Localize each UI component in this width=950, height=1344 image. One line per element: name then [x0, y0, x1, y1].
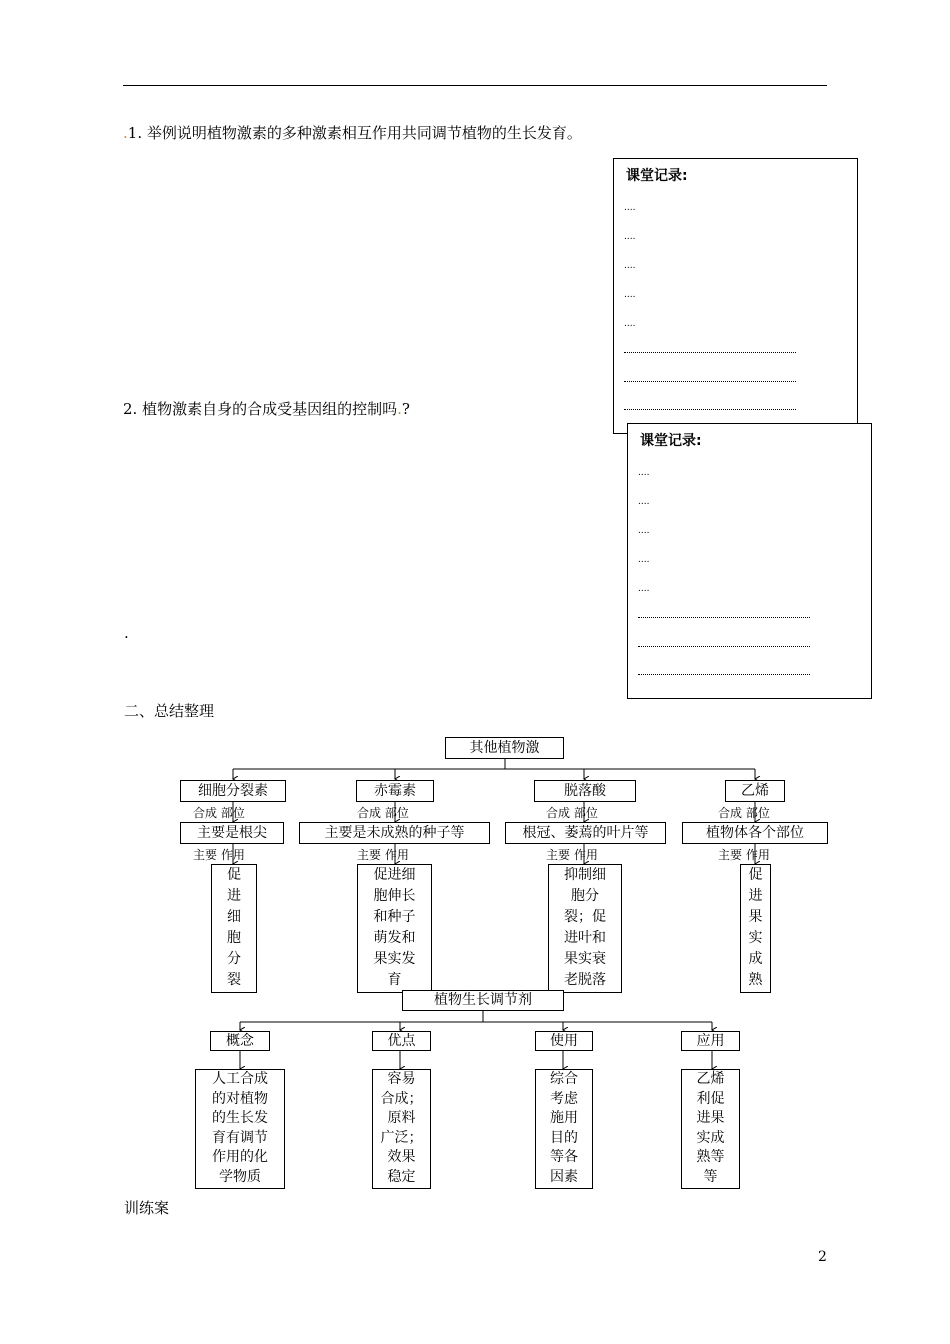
page-number: 2 [818, 1249, 827, 1265]
note-dots: .... [624, 232, 636, 242]
aspect-detail [535, 1069, 593, 1189]
note-dots: .... [624, 203, 636, 213]
function-line: 促 [227, 867, 241, 883]
diagram-root: 其他植物激 [445, 737, 564, 759]
hormone-function [740, 864, 771, 993]
notes-title-1: 课堂记录: [626, 168, 688, 184]
detail-line: 实成 [696, 1129, 725, 1146]
function-label: 主要 作用 [718, 848, 770, 862]
detail-line: 的生长发 [212, 1110, 268, 1126]
note-dots: .... [624, 290, 636, 300]
note-dots: .... [638, 497, 650, 507]
q2-text: 2. 植物激素自身的合成受基因组的控制吗 [123, 400, 398, 418]
detail-line: 的对植物 [212, 1090, 268, 1107]
detail-line: 等各 [550, 1149, 578, 1165]
detail-line: 广泛； [380, 1129, 423, 1146]
note-dots: .... [624, 261, 636, 271]
section-heading: 二、总结整理 [124, 702, 215, 720]
function-line: 胞分 [571, 888, 599, 904]
site-label: 合成 部位 [193, 806, 245, 820]
aspect-name: 使用 [535, 1031, 593, 1051]
site-label: 合成 部位 [546, 806, 598, 820]
detail-line: 育有调节 [212, 1129, 268, 1146]
detail-line: 效果 [387, 1149, 416, 1165]
function-line: 实 [748, 930, 763, 946]
function-line: 胞伸长 [373, 888, 416, 904]
aspect-name: 应用 [681, 1031, 740, 1051]
aspect-detail [681, 1069, 740, 1189]
note-dots: .... [624, 319, 636, 329]
hormone-name: 脱落酸 [534, 780, 636, 802]
aspect-name: 优点 [372, 1031, 431, 1051]
function-line: 分 [227, 951, 241, 967]
detail-line: 考虑 [550, 1090, 578, 1107]
q1-marker: . [123, 124, 128, 142]
detail-line: 人工合成 [212, 1071, 268, 1087]
note-dots: .... [638, 526, 650, 536]
function-line: 促 [748, 867, 763, 883]
detail-line: 原料 [387, 1110, 416, 1126]
function-line: 果实衰 [564, 951, 606, 967]
hormone-name: 赤霉素 [356, 780, 434, 802]
aspect-name: 概念 [210, 1031, 270, 1051]
detail-line: 学物质 [219, 1168, 261, 1185]
function-line: 进叶和 [564, 930, 606, 946]
notes-title-2: 课堂记录: [640, 433, 702, 449]
detail-line: 容易 [387, 1071, 416, 1087]
hormone-site: 根冠、萎蔫的叶片等 [505, 822, 666, 844]
hormone-function [357, 864, 432, 993]
hormone-site: 主要是根尖 [180, 822, 284, 844]
function-line: 老脱落 [564, 972, 606, 988]
aspect-detail [195, 1069, 285, 1189]
function-line: 成 [748, 951, 763, 967]
function-line: 和种子 [373, 909, 416, 925]
detail-line: 目的 [550, 1129, 578, 1146]
function-label: 主要 作用 [193, 848, 245, 862]
hormone-function [211, 864, 257, 993]
q1-text: 1. 举例说明植物激素的多种激素相互作用共同调节植物的生长发育。 [127, 124, 582, 142]
detail-line: 利促 [696, 1090, 725, 1107]
function-line: 进 [748, 888, 763, 904]
site-label: 合成 部位 [357, 806, 409, 820]
hormone-function [548, 864, 622, 993]
function-line: 育 [387, 972, 402, 988]
function-line: 抑制细 [564, 867, 606, 883]
note-dots: .... [638, 555, 650, 565]
function-label: 主要 作用 [546, 848, 598, 862]
detail-line: 等 [703, 1168, 718, 1185]
aspect-detail [372, 1069, 431, 1189]
function-line: 果 [748, 909, 763, 925]
detail-line: 因素 [550, 1168, 578, 1185]
function-line: 熟 [748, 972, 763, 988]
hormone-name: 细胞分裂素 [180, 780, 286, 802]
detail-line: 熟等 [696, 1149, 725, 1165]
detail-line: 施用 [550, 1110, 578, 1126]
note-dots: .... [638, 584, 650, 594]
detail-line: 合成； [380, 1090, 423, 1107]
function-line: 裂；促 [564, 909, 606, 925]
stray-dot: . [124, 624, 129, 642]
function-label: 主要 作用 [357, 848, 409, 862]
training-section-label: 训练案 [124, 1199, 170, 1217]
function-line: 胞 [227, 930, 241, 946]
function-line: 进 [227, 888, 241, 904]
hormone-site: 植物体各个部位 [682, 822, 828, 844]
function-line: 细 [227, 909, 241, 925]
hormone-name: 乙烯 [725, 780, 785, 802]
detail-line: 进果 [696, 1110, 725, 1126]
note-dots: .... [638, 468, 650, 478]
detail-line: 作用的化 [212, 1149, 268, 1165]
q2-end: ? [401, 400, 410, 418]
detail-line: 乙烯 [696, 1071, 725, 1087]
detail-line: 稳定 [387, 1168, 416, 1185]
function-line: 裂 [227, 972, 241, 988]
site-label: 合成 部位 [718, 806, 770, 820]
function-line: 果实发 [373, 951, 416, 967]
function-line: 促进细 [373, 867, 416, 883]
function-line: 萌发和 [373, 930, 416, 946]
hormone-site: 主要是未成熟的种子等 [299, 822, 490, 844]
detail-line: 综合 [550, 1071, 578, 1087]
q2-marker: . [397, 400, 402, 418]
regulator-box: 植物生长调节剂 [402, 990, 564, 1011]
